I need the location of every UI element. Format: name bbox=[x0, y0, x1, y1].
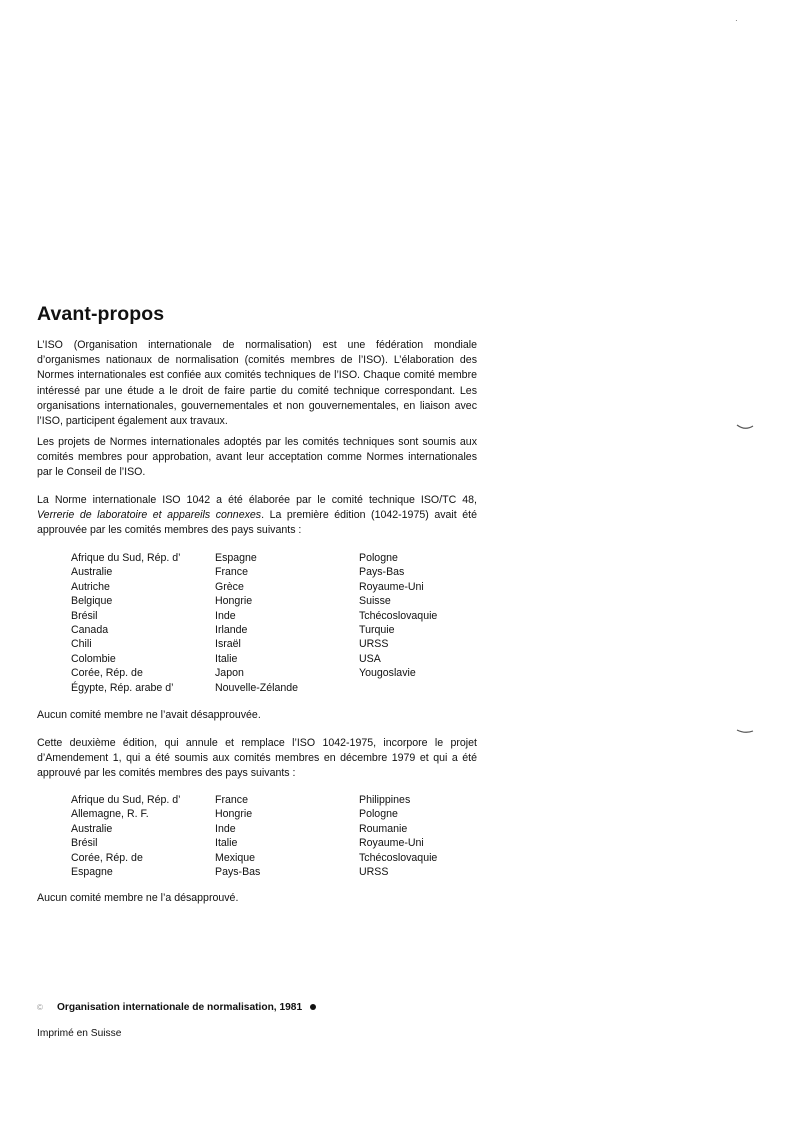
country-name: Italie bbox=[215, 652, 238, 665]
country-name: URSS bbox=[359, 865, 389, 878]
country-row bbox=[71, 623, 491, 637]
country-name: Mexique bbox=[215, 851, 256, 864]
country-name: Hongrie bbox=[215, 808, 253, 821]
first-edition-text-start: La Norme internationale ISO 1042 a été élaborée par le comité technique ISO/TC 48, bbox=[37, 494, 477, 506]
scan-mark-icon bbox=[736, 725, 754, 735]
country-name: Colombie bbox=[71, 652, 116, 665]
scan-mark-icon bbox=[736, 421, 754, 431]
paragraph-first-edition bbox=[37, 493, 477, 539]
page-title: Avant-propos bbox=[37, 303, 165, 325]
country-name: Turquie bbox=[359, 623, 395, 636]
country-row bbox=[71, 580, 491, 594]
copyright-symbol: © bbox=[37, 1003, 43, 1012]
country-name: Afrique du Sud, Rép. d’ bbox=[71, 794, 181, 806]
country-name: Italie bbox=[215, 837, 238, 850]
country-name: Allemagne, R. F. bbox=[71, 808, 149, 821]
country-name: Inde bbox=[215, 609, 236, 622]
bullet-icon bbox=[310, 1004, 316, 1010]
country-name: Japon bbox=[215, 667, 244, 680]
country-name: Corée, Rép. de bbox=[71, 667, 143, 680]
country-row bbox=[71, 807, 491, 821]
country-name: Royaume-Uni bbox=[359, 837, 424, 850]
paragraph-second-edition: Cette deuxième édition, qui annule et remplace l’ISO 1042-1975, incorpore le projet d’Amendement 1, qui a été soumis aux comités membres en décembre 1979 et qui a été approuvé par les comités membres des pays suivants : bbox=[37, 737, 477, 780]
country-name: Pologne bbox=[359, 552, 398, 564]
country-name: Nouvelle-Zélande bbox=[215, 681, 299, 694]
country-name: USA bbox=[359, 652, 381, 665]
country-name: Pays-Bas bbox=[215, 865, 261, 878]
country-name: Australie bbox=[71, 566, 113, 579]
country-name: Brésil bbox=[71, 609, 98, 622]
country-name: France bbox=[215, 566, 248, 579]
country-name: Philippines bbox=[359, 794, 411, 806]
country-row bbox=[71, 681, 491, 695]
country-name bbox=[359, 681, 489, 695]
country-name: URSS bbox=[359, 638, 389, 651]
country-name: Tchécoslovaquie bbox=[359, 851, 438, 864]
country-name: Espagne bbox=[71, 865, 113, 878]
country-row bbox=[71, 609, 491, 623]
country-name: Israël bbox=[215, 638, 241, 651]
first-edition-text-end: . La première édition (1042-1975) avait été approuvée par les comités membres des pays suivants : bbox=[37, 509, 477, 537]
country-name: Pays-Bas bbox=[359, 566, 405, 579]
country-row bbox=[71, 822, 491, 836]
country-name: Espagne bbox=[215, 552, 257, 564]
country-list-first-edition bbox=[71, 551, 491, 695]
copyright-line bbox=[37, 1002, 377, 1013]
country-name: Pologne bbox=[359, 808, 398, 821]
country-name: Tchécoslovaquie bbox=[359, 609, 438, 622]
committee-title: Verrerie de laboratoire et appareils connexes bbox=[37, 509, 262, 522]
printed-in: Imprimé en Suisse bbox=[37, 1028, 122, 1039]
country-row bbox=[71, 836, 491, 850]
country-row bbox=[71, 793, 491, 807]
country-name: Hongrie bbox=[215, 595, 253, 608]
country-name: France bbox=[215, 794, 248, 806]
country-name: Royaume-Uni bbox=[359, 580, 424, 593]
country-name: Canada bbox=[71, 623, 109, 636]
country-list-second-edition bbox=[71, 793, 491, 879]
country-name: Grèce bbox=[215, 580, 244, 593]
country-row bbox=[71, 865, 491, 879]
paragraph-no-disapproval-1: Aucun comité membre ne l’avait désapprouvée. bbox=[37, 709, 261, 721]
country-row bbox=[71, 666, 491, 680]
country-row bbox=[71, 551, 491, 565]
scan-speck-icon: · bbox=[735, 16, 738, 25]
country-name: Inde bbox=[215, 822, 236, 835]
country-name: Égypte, Rép. arabe d’ bbox=[71, 681, 174, 694]
country-row bbox=[71, 594, 491, 608]
country-name: Yougoslavie bbox=[359, 667, 416, 680]
country-name: Irlande bbox=[215, 623, 248, 636]
country-name: Brésil bbox=[71, 837, 98, 850]
country-row bbox=[71, 565, 491, 579]
country-name: Corée, Rép. de bbox=[71, 851, 143, 864]
country-name: Suisse bbox=[359, 595, 391, 608]
paragraph-no-disapproval-2: Aucun comité membre ne l’a désapprouvé. bbox=[37, 892, 239, 904]
country-row bbox=[71, 851, 491, 865]
country-row bbox=[71, 652, 491, 666]
paragraph-approval-process: Les projets de Normes internationales adoptés par les comités techniques sont soumis aux comités membres pour approbation, avant leur acceptation comme Normes internationales par le Conseil de l’ISO. bbox=[37, 436, 477, 479]
copyright-text: Organisation internationale de normalisation, 1981 bbox=[57, 1002, 303, 1013]
country-name: Afrique du Sud, Rép. d’ bbox=[71, 552, 181, 564]
country-name: Chili bbox=[71, 638, 92, 651]
country-name: Belgique bbox=[71, 595, 113, 608]
paragraph-iso-intro: L’ISO (Organisation internationale de normalisation) est une fédération mondiale d’organismes nationaux de normalisation (comités membres de l’ISO). L’élaboration des Normes internationales est confiée aux comités techniques de l’ISO. Chaque comité membre intéressé par une étude a le droit de faire partie du comité technique correspondant. Les organisations internationales, gouvernementales et non gouvernementales, en liaison avec l’ISO, participent également aux travaux. bbox=[37, 339, 477, 428]
country-name: Autriche bbox=[71, 580, 110, 593]
country-name: Roumanie bbox=[359, 822, 408, 835]
country-row bbox=[71, 637, 491, 651]
country-name: Australie bbox=[71, 822, 113, 835]
